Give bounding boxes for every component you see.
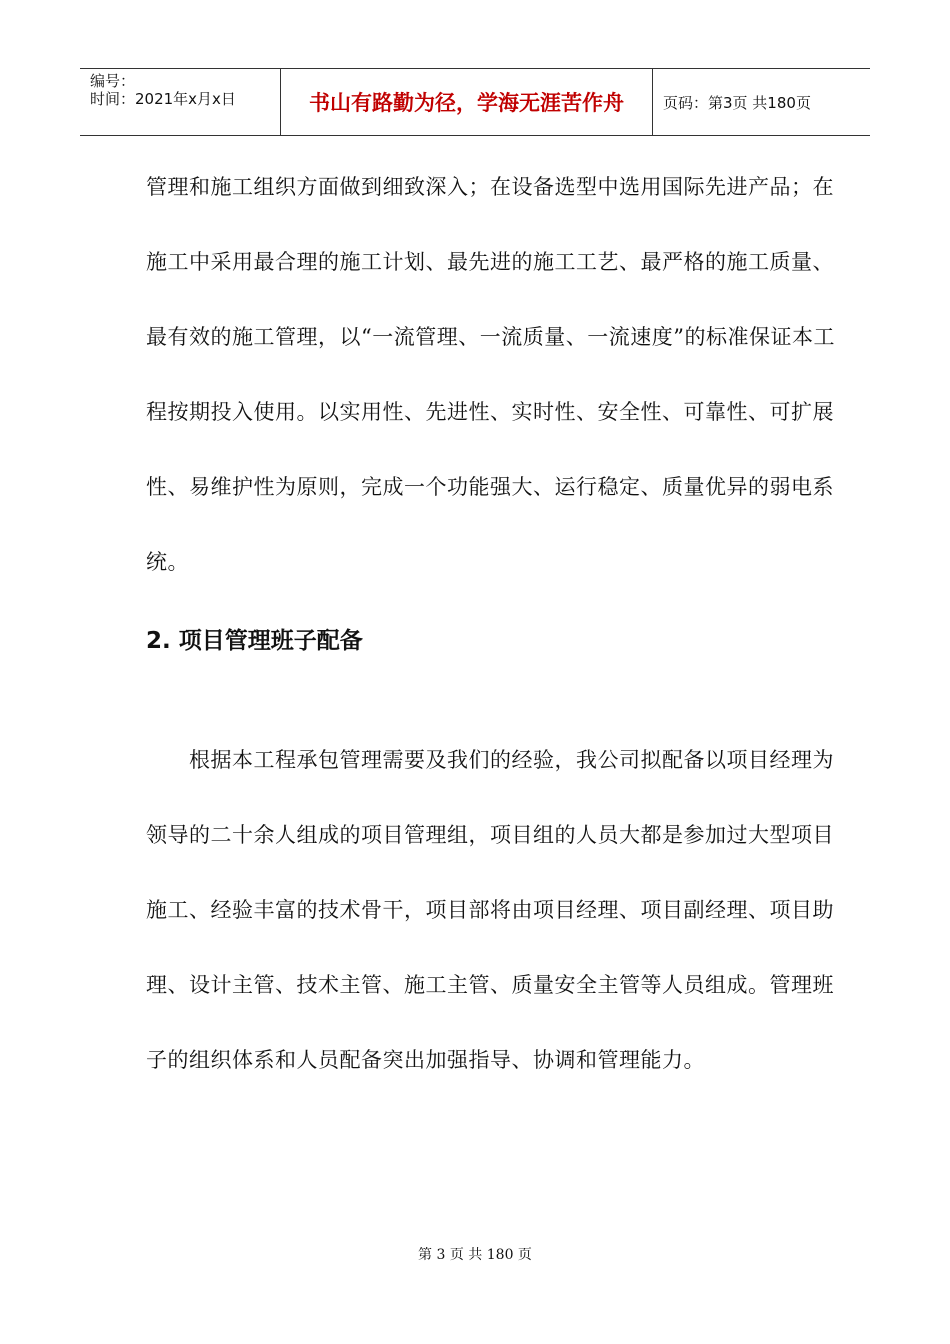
document-number-label: 编号： bbox=[90, 72, 136, 90]
header-motto: 书山有路勤为径，学海无涯苦作舟 bbox=[281, 69, 653, 135]
page-footer: 第 3 页 共 180 页 bbox=[418, 1247, 532, 1263]
page-header bbox=[80, 68, 870, 136]
document-body bbox=[146, 150, 846, 1098]
section-heading: 2. 项目管理班子配备 bbox=[146, 628, 363, 654]
body-paragraph-1: 管理和施工组织方面做到细致深入；在设备选型中选用国际先进产品；在施工中采用最合理的施工计划、最先进的施工工艺、最严格的施工质量、最有效的施工管理，以“一流管理、一流质量、一流速度”的标准保证本工程按期投入使用。以实用性、先进性、实时性、安全性、可靠性、可扩展性、易维护性为原则，完成一个功能强大、运行稳定、质量优异的弱电系统。 bbox=[146, 175, 835, 574]
body-paragraph-2: 根据本工程承包管理需要及我们的经验，我公司拟配备以项目经理为领导的二十余人组成的项目管理组，项目组的人员大都是参加过大型项目施工、经验丰富的技术骨干，项目部将由项目经理、项目副经理、项目助理、设计主管、技术主管、施工主管、质量安全主管等人员组成。管理班子的组织体系和人员配备突出加强指导、协调和管理能力。 bbox=[146, 748, 834, 1072]
header-page-code: 页码：第3页 共180页 bbox=[663, 93, 811, 112]
header-meta bbox=[80, 69, 281, 135]
document-date-label: 时间：2021年x月x日 bbox=[90, 90, 236, 108]
